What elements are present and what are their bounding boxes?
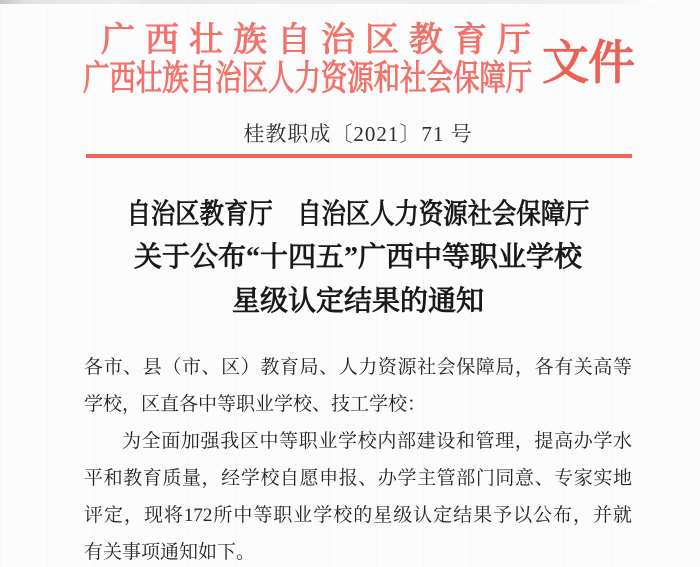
body-line: 为全面加强我区中等职业学校内部建设和管理，提高办学水 [122, 431, 632, 452]
document-body [84, 349, 632, 567]
document-reference-number: 桂教职成〔2021〕71 号 [243, 122, 473, 146]
body-line: 学校，区直各中等职业学校、技工学校： [84, 394, 427, 415]
document-title-line-2: 关于公布“十四五”广西中等职业学校 [133, 242, 582, 273]
scan-artifact-strip [0, 0, 656, 4]
document-title-line-3: 星级认定结果的通知 [231, 286, 484, 317]
letterhead-org-primary: 广西壮族自治区教育厅 [101, 22, 541, 59]
letterhead-org-secondary: 广西壮族自治区人力资源和社会保障厅 [83, 59, 533, 98]
letterhead-doc-type-label: 文件 [542, 38, 634, 90]
body-line: 平和教育质量，经学校自愿申报、办学主管部门同意、专家实地 [84, 468, 632, 489]
body-line: 有关事项通知如下。 [84, 542, 256, 563]
letterhead-divider-rule [86, 154, 632, 158]
body-line: 评定，现将172所中等职业学校的星级认定结果予以公布，并就 [84, 505, 632, 526]
document-title-line-1: 自治区教育厅 自治区人力资源社会保障厅 [126, 199, 590, 230]
body-line: 各市、县（市、区）教育局、人力资源社会保障局，各有关高等 [84, 357, 632, 378]
